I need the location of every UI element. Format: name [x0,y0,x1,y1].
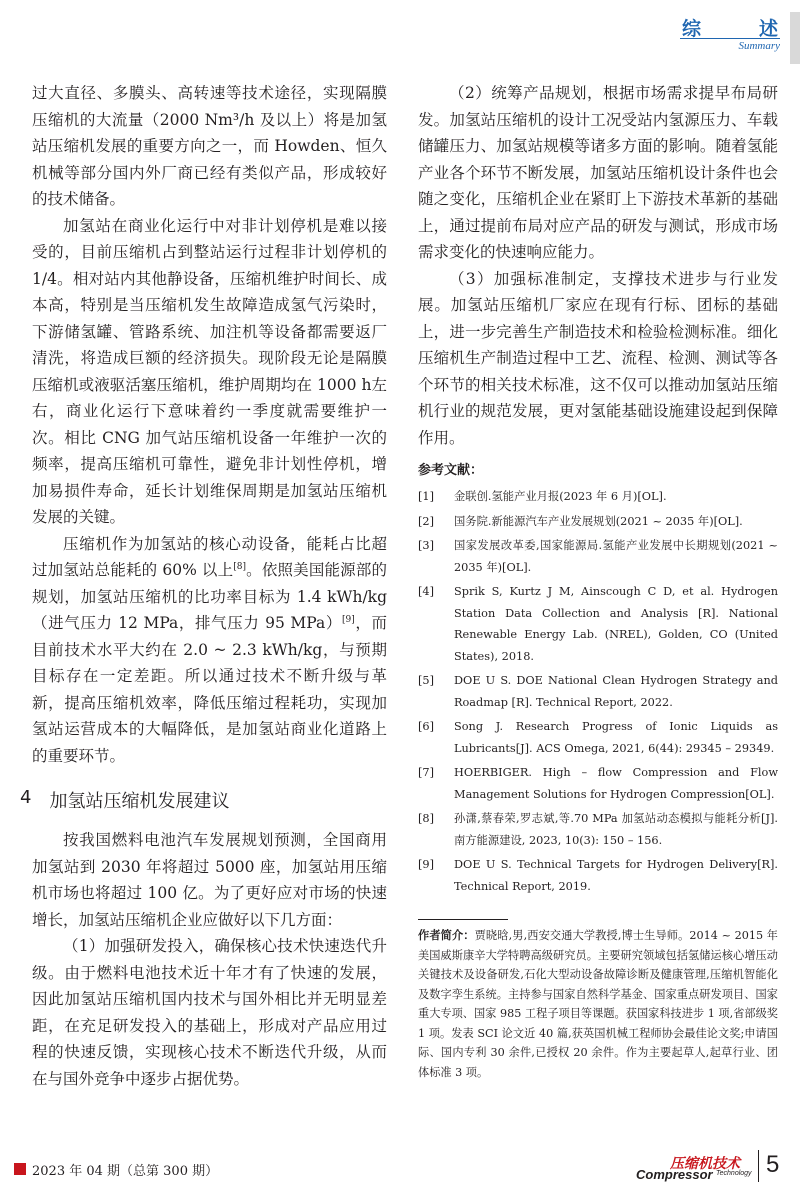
paragraph [32,531,387,770]
journal-logo-cn: 压缩机技术 [670,1156,740,1172]
section-header-char-1: 综 [682,18,702,40]
author-bio-label: 作者简介： [418,929,475,942]
reference-text: DOE U S. DOE National Clean Hydrogen Strategy and Roadmap [R]. Technical Report, 2022. [454,674,778,709]
paragraph: 过大直径、多膜头、高转速等技术途径，实现隔膜压缩机的大流量（2000 Nm³/h 及以上）将是加氢站压缩机发展的重要方向之一，而 Howden、恒久机械等部分国内外厂商已经有类似产品，形成较好的技术储备。 [32,84,387,208]
reference-number: [4] [418,585,435,598]
reference-item [418,511,778,533]
reference-item [418,716,778,759]
section-header-en: Summary [680,38,780,52]
paragraph: （1）加强研发投入，确保核心技术快速迭代升级。由于燃料电池技术近十年才有了快速的发展，因此加氢站压缩机国内技术与国外相比并无明显差距，在充足研发投入的基础上，形成对产品应用过程的快速反馈，实现核心技术不断迭代升级，从而在与国外竞争中逐步占据优势。 [32,937,387,1088]
references-title: 参考文献： [418,463,484,478]
journal-logo [636,1153,752,1183]
journal-logo-en: Compressor [636,1167,713,1182]
reference-number: [1] [418,490,435,503]
reference-text: Sprik S, Kurtz J M, Ainscough C D, et al. Hydrogen Station Data Collection and Analysis [R]. National Renewable Energy Lab. (NREL), Golden, CO (United States), 2018. [454,585,778,663]
section-number: 4 [20,787,32,808]
reference-item [418,535,778,578]
reference-text: HOERBIGER. High – flow Compression and Flow Management Solutions for Hydrogen Compression[OL]. [454,766,778,801]
reference-item [418,854,778,897]
footer-divider [758,1150,759,1182]
header-side-bar [790,12,800,64]
paragraph: （2）统筹产品规划，根据市场需求提早布局研发。加氢站压缩机的设计工况受站内氢源压力、车载储罐压力、加氢站规模等诸多方面的影响。随着氢能产业各个环节不断发展，加氢站压缩机设计条件也会随之变化，压缩机企业在紧盯上下游技术革新的基础上，通过提前布局对应产品的研发与测试，形成市场需求变化的快速响应能力。 [418,84,778,261]
reference-number: [5] [418,674,435,687]
paragraph: 按我国燃料电池汽车发展规划预测，全国商用加氢站到 2030 年将超过 5000 座，加氢站用压缩机市场也将超过 100 亿。为了更好应对市场的快速增长，加氢站压缩机企业应做好以下几方面： [32,831,387,929]
paragraph-text: ，而目前技术水平大约在 2.0 ~ 2.3 kWh/kg，与预期目标存在一定差距。所以通过技术不断升级与革新，提高压缩机效率，降低压缩过程耗功，实现加氢站运营成本的大幅降低，是加氢站商业化道路上的重要环节。 [32,614,387,765]
reference-text: DOE U S. Technical Targets for Hydrogen Delivery[R]. Technical Report, 2019. [454,858,778,893]
reference-item [418,670,778,713]
paragraph-text: 。依照美国能源部的规划，加氢站压缩机的比功率目标为 1.4 kWh/kg（进气压力 12 MPa，排气压力 95 MPa） [32,561,387,632]
reference-number: [3] [418,539,435,552]
reference-text: 国务院.新能源汽车产业发展规划(2021 ~ 2035 年)[OL]. [454,514,743,528]
paragraph-text: 压缩机作为加氢站的核心动设备，能耗占比超过加氢站总能耗的 60% 以上 [32,534,387,579]
reference-item [418,486,778,508]
citation-ref[interactable]: [9] [341,614,355,625]
paragraph: 加氢站在商业化运行中对非计划停机是难以接受的，目前压缩机占到整站运行过程非计划停机的 1/4。相对站内其他静设备，压缩机维护时间长、成本高，特别是当压缩机发生故障造成氢气污染时，下游储氢罐、管路系统、加注机等设备都需要返厂清洗，将造成巨额的经济损失。现阶段无论是隔膜压缩机或液驱活塞压缩机，维护周期均在 1000 h左右，商业化运行下意味着约一季度就需要维护一次。相比 CNG 加气站压缩机设备一年维护一次的频率，提高压缩机可靠性，避免非计划性停机，增加易损件寿命，延长计划维保周期是加氢站压缩机发展的关键。 [32,216,387,526]
citation-ref[interactable]: [8] [233,561,247,572]
author-bio-text: 贾晓晗,男,西安交通大学教授,博士生导师。2014 ~ 2015 年美国威斯康辛大学特聘高级研究员。主要研究领域包括氢储运核心增压动关键技术及设备研发,石化大型动设备故障诊断及健康管理,压缩机智能化及数字孪生系统。主持参与国家自然科学基金、国家重点研发项目、国家重大专项、国家 985 工程子项目等课题。获国家科技进步 1 项,省部级奖 1 项。发表 SCI 论文近 40 篇,获英国机械工程师协会最佳论文奖;申请国际、国内专利 30 余件,已授权 20 余件。作为主要起草人,起草行业、团体标准 3 项。 [418,929,778,1079]
reference-text: 孙潇,蔡春荣,罗志斌,等.70 MPa 加氢站动态模拟与能耗分析[J].南方能源建设, 2023, 10(3): 150 – 156. [454,812,778,847]
reference-text: 国家发展改革委,国家能源局.氢能产业发展中长期规划(2021 ~ 2035 年)[OL]. [454,539,778,574]
right-column [418,80,778,1082]
reference-item [418,808,778,851]
reference-text: 金联创.氢能产业月报(2023 年 6 月)[OL]. [454,490,667,503]
section-header-char-2: 述 [758,18,778,40]
page-number: 5 [766,1151,780,1178]
paragraph: （3）加强标准制定，支撑技术进步与行业发展。加氢站压缩机厂家应在现有行标、团标的基础上，进一步完善生产制造技术和检验检测标准。细化压缩机生产制造过程中工艺、流程、检测、测试等各个环节的相关技术标准，这不仅可以推动加氢站压缩机行业的规范发展，更对氢能基础设施建设起到保障作用。 [418,269,778,447]
reference-number: [7] [418,766,435,779]
reference-number: [9] [418,858,435,871]
reference-text: Song J. Research Progress of Ionic Liquids as Lubricants[J]. ACS Omega, 2021, 6(44): 29345 – 29349. [454,720,778,755]
journal-logo-tech: Technology [716,1170,752,1177]
reference-number: [2] [418,514,435,528]
section-heading [20,787,387,813]
bio-divider [418,919,508,920]
section-header [682,14,778,41]
references-list [418,486,778,897]
left-column [20,80,387,1092]
reference-item [418,762,778,805]
reference-item [418,581,778,667]
footer-marker [14,1163,26,1175]
issue-label: 2023 年 04 期（总第 300 期） [32,1164,219,1179]
author-bio [418,926,778,1082]
reference-number: [6] [418,720,435,733]
reference-number: [8] [418,812,435,825]
section-title: 加氢站压缩机发展建议 [49,791,230,812]
